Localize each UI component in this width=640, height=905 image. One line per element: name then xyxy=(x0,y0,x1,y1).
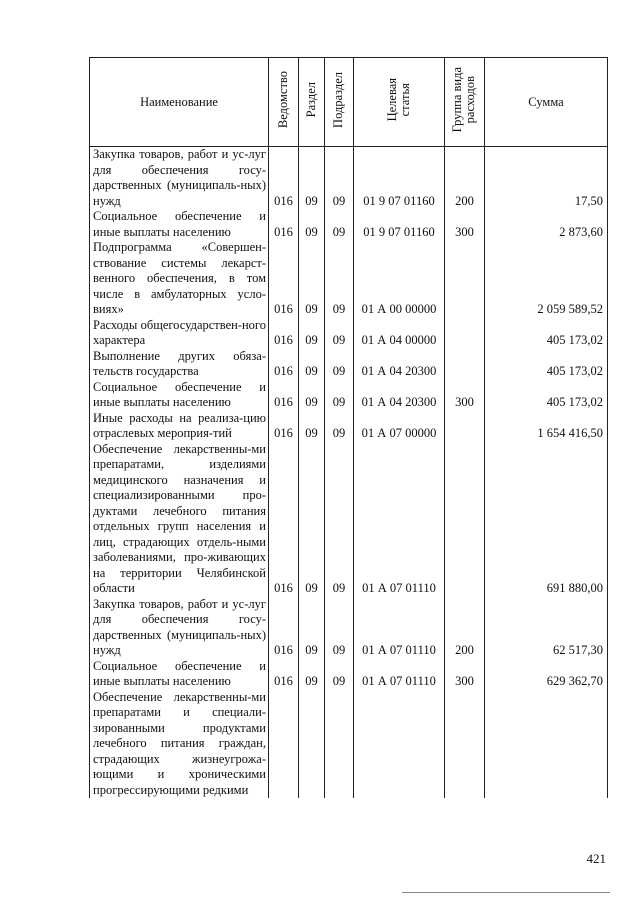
table-row xyxy=(90,147,608,210)
table-row xyxy=(90,380,608,411)
row-name: Закупка товаров, работ и ус-луг для обеспечения госу-дарственных (муниципаль-ных) нужд xyxy=(90,597,269,659)
row-celevaya: 01 А 04 20300 xyxy=(354,380,445,411)
header-vedomstvo-label: Ведомство xyxy=(275,71,290,129)
header-razdel-label: Раздел xyxy=(303,82,318,118)
header-summa xyxy=(485,58,608,147)
row-vedomstvo: 016 xyxy=(269,318,299,349)
row-celevaya: 01 9 07 01160 xyxy=(354,209,445,240)
row-summa: 691 880,00 xyxy=(485,442,608,597)
row-name: Социальное обеспечение и иные выплаты населению xyxy=(90,659,269,690)
header-podrazdel xyxy=(325,58,354,147)
table-row xyxy=(90,690,608,799)
row-celevaya: 01 А 04 00000 xyxy=(354,318,445,349)
row-gruppa: 300 xyxy=(445,209,485,240)
row-podrazdel: 09 xyxy=(325,442,354,597)
row-gruppa xyxy=(445,240,485,318)
page-number: 421 xyxy=(586,851,606,866)
table-row xyxy=(90,411,608,442)
row-summa: 17,50 xyxy=(485,147,608,210)
row-vedomstvo: 016 xyxy=(269,442,299,597)
row-vedomstvo: 016 xyxy=(269,597,299,659)
header-podrazdel-label: Подраздел xyxy=(331,72,346,128)
row-podrazdel: 09 xyxy=(325,597,354,659)
row-vedomstvo: 016 xyxy=(269,147,299,210)
table-header xyxy=(90,58,608,147)
row-celevaya: 01 А 00 00000 xyxy=(354,240,445,318)
row-summa: 405 173,02 xyxy=(485,349,608,380)
header-vedomstvo xyxy=(269,58,299,147)
row-name: Обеспечение лекарственны-ми препаратами, изделиями медицинского назначения и специализированными про-дуктами лечебного питания отдельных групп населения и лиц, страдающих отдель-ными заболеваниями, про-живающих на территории Челябинской области xyxy=(90,442,269,597)
row-podrazdel: 09 xyxy=(325,659,354,690)
row-podrazdel: 09 xyxy=(325,240,354,318)
row-summa: 62 517,30 xyxy=(485,597,608,659)
row-celevaya xyxy=(354,690,445,799)
row-gruppa xyxy=(445,411,485,442)
row-podrazdel: 09 xyxy=(325,349,354,380)
header-gruppa-line2: расходов xyxy=(463,76,478,124)
header-name xyxy=(90,58,269,147)
row-gruppa xyxy=(445,442,485,597)
row-summa: 405 173,02 xyxy=(485,380,608,411)
row-name: Закупка товаров, работ и ус-луг для обеспечения госу-дарственных (муниципаль-ных) нужд xyxy=(90,147,269,210)
row-summa xyxy=(485,690,608,799)
row-razdel xyxy=(299,690,325,799)
header-gruppa-label xyxy=(451,67,477,132)
row-vedomstvo: 016 xyxy=(269,380,299,411)
row-razdel: 09 xyxy=(299,209,325,240)
row-vedomstvo: 016 xyxy=(269,349,299,380)
header-celevaya-line2: статья xyxy=(398,83,412,117)
row-summa: 629 362,70 xyxy=(485,659,608,690)
row-razdel: 09 xyxy=(299,380,325,411)
row-name: Иные расходы на реализа-цию отраслевых мероприя-тий xyxy=(90,411,269,442)
table-row xyxy=(90,318,608,349)
row-summa: 2 873,60 xyxy=(485,209,608,240)
header-gruppa xyxy=(445,58,485,147)
row-podrazdel: 09 xyxy=(325,380,354,411)
row-podrazdel: 09 xyxy=(325,209,354,240)
header-celevaya xyxy=(354,58,445,147)
row-vedomstvo: 016 xyxy=(269,411,299,442)
table-row xyxy=(90,597,608,659)
row-gruppa xyxy=(445,349,485,380)
table-row xyxy=(90,659,608,690)
row-gruppa: 200 xyxy=(445,147,485,210)
row-gruppa xyxy=(445,318,485,349)
row-razdel: 09 xyxy=(299,442,325,597)
header-gruppa-line1: Группа вида xyxy=(450,67,465,133)
row-vedomstvo xyxy=(269,690,299,799)
row-summa: 2 059 589,52 xyxy=(485,240,608,318)
row-razdel: 09 xyxy=(299,240,325,318)
table-row xyxy=(90,349,608,380)
header-name-label: Наименование xyxy=(140,94,218,109)
header-summa-label: Сумма xyxy=(528,94,564,109)
row-vedomstvo: 016 xyxy=(269,240,299,318)
row-razdel: 09 xyxy=(299,597,325,659)
row-name: Расходы общегосударствен-ного характера xyxy=(90,318,269,349)
row-podrazdel: 09 xyxy=(325,147,354,210)
header-razdel xyxy=(299,58,325,147)
table-row xyxy=(90,240,608,318)
row-gruppa xyxy=(445,690,485,799)
row-podrazdel: 09 xyxy=(325,411,354,442)
row-name: Социальное обеспечение и иные выплаты населению xyxy=(90,380,269,411)
row-celevaya: 01 А 07 00000 xyxy=(354,411,445,442)
header-celevaya-label xyxy=(386,78,412,121)
row-vedomstvo: 016 xyxy=(269,659,299,690)
row-razdel: 09 xyxy=(299,318,325,349)
row-podrazdel: 09 xyxy=(325,318,354,349)
row-summa: 1 654 416,50 xyxy=(485,411,608,442)
row-name: Выполнение других обяза-тельств государства xyxy=(90,349,269,380)
row-gruppa: 300 xyxy=(445,380,485,411)
row-gruppa: 200 xyxy=(445,597,485,659)
row-name: Подпрограмма «Совершен-ствование системы лекарст-венного обеспечения, в том числе в амбулаторных усло-виях» xyxy=(90,240,269,318)
row-podrazdel xyxy=(325,690,354,799)
header-celevaya-line1: Целевая xyxy=(384,78,399,122)
row-razdel: 09 xyxy=(299,411,325,442)
row-summa: 405 173,02 xyxy=(485,318,608,349)
table-body xyxy=(90,147,608,799)
row-celevaya: 01 А 04 20300 xyxy=(354,349,445,380)
row-gruppa: 300 xyxy=(445,659,485,690)
row-vedomstvo: 016 xyxy=(269,209,299,240)
row-razdel: 09 xyxy=(299,659,325,690)
row-celevaya: 01 А 07 01110 xyxy=(354,659,445,690)
row-celevaya: 01 А 07 01110 xyxy=(354,597,445,659)
row-razdel: 09 xyxy=(299,147,325,210)
row-celevaya: 01 9 07 01160 xyxy=(354,147,445,210)
row-celevaya: 01 А 07 01110 xyxy=(354,442,445,597)
row-razdel: 09 xyxy=(299,349,325,380)
row-name: Обеспечение лекарственны-ми препаратами и специали-зированными продуктами лечебного питания граждан, страдающих жизнеугрожа-ющими и хроническими прогрессирующими редкими xyxy=(90,690,269,799)
budget-table xyxy=(89,57,608,798)
table-row xyxy=(90,442,608,597)
table-row xyxy=(90,209,608,240)
bottom-rule xyxy=(402,892,610,893)
row-name: Социальное обеспечение и иные выплаты населению xyxy=(90,209,269,240)
